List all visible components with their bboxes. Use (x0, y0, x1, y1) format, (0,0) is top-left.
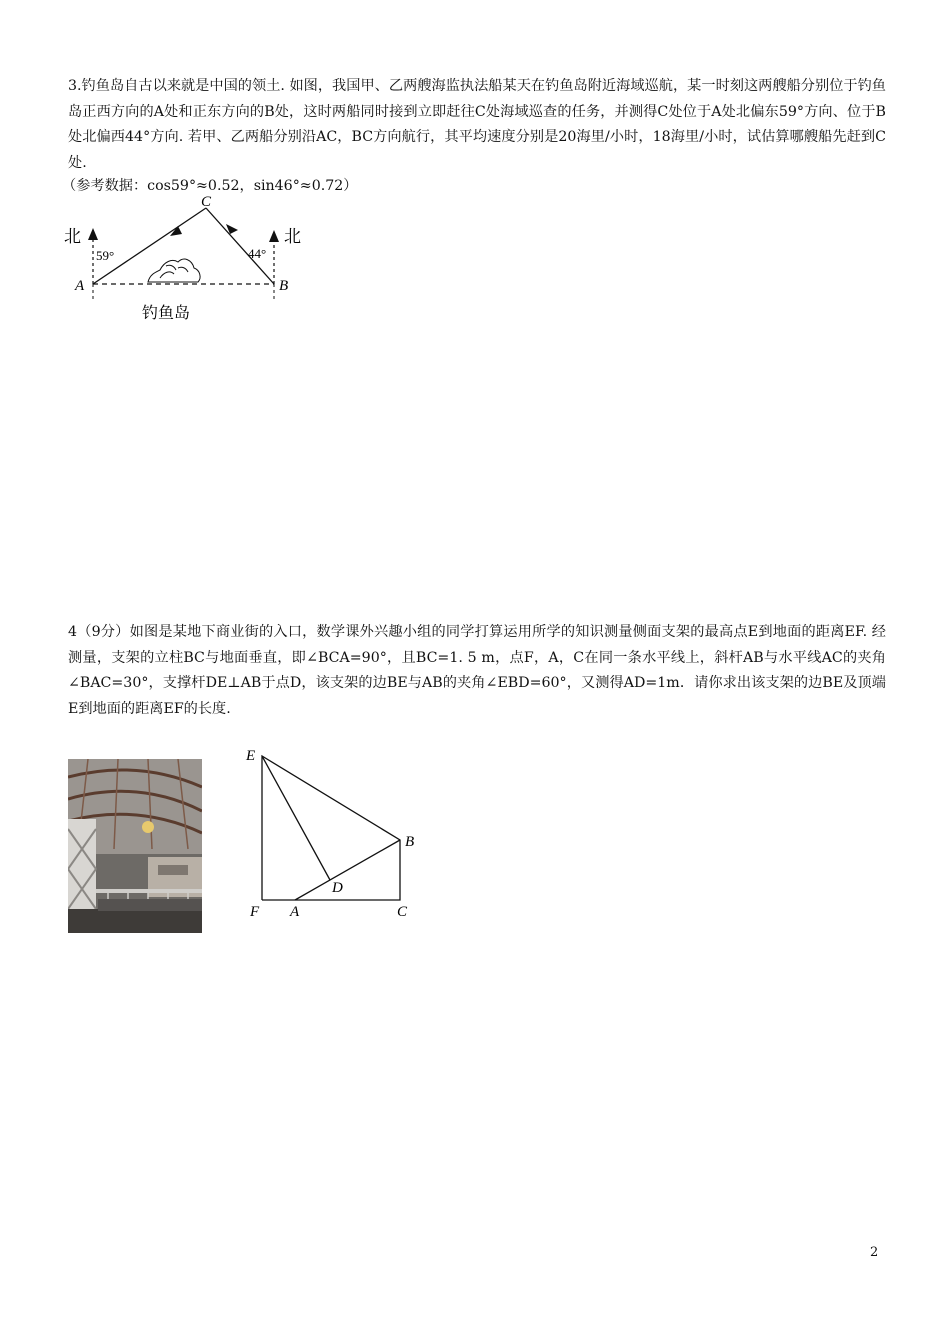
diaoyu-island-figure (60, 194, 320, 329)
point-c-label: C (397, 904, 408, 920)
point-d-label: D (332, 880, 343, 896)
angle-44-label: 44° (248, 246, 267, 261)
north-label-right: 北 (284, 227, 301, 246)
point-f-label: F (250, 904, 260, 920)
reference-data: （参考数据：cos59°≈0.52，sin46°≈0.72） (62, 178, 358, 194)
page-number: 2 (870, 1245, 879, 1260)
support-frame-figure (240, 744, 430, 929)
point-b-label: B (279, 278, 289, 294)
island-label: 钓鱼岛 (142, 305, 191, 322)
entrance-photo (68, 759, 202, 933)
question-4-text: 4（9分）如图是某地下商业街的入口，数学课外兴趣小组的同学打算运用所学的知识测量侧面支架的最高点E到地面的距离EF. 经测量，支架的立柱BC与地面垂直，即∠BCA=90°，且BC=1. 5 m，点F，A，C在同一条水平线上，斜杆AB与水平线AC的夹角∠BAC=30°，支撑杆DE⊥AB于点D，该支架的边BE与AB的夹角∠EBD=60°，又测得AD=1m．请你求出该支架的边BE及顶端E到地面的距离EF的长度. (68, 624, 886, 717)
point-b-label: B (405, 834, 415, 850)
point-a-label: A (290, 904, 300, 920)
angle-59-label: 59° (96, 248, 115, 263)
north-label-left: 北 (64, 227, 81, 246)
point-c-label: C (201, 194, 212, 210)
point-e-label: E (246, 748, 256, 764)
island-icon (148, 259, 200, 282)
question-3-text: 3.钓鱼岛自古以来就是中国的领土. 如图，我国甲、乙两艘海监执法船某天在钓鱼岛附近海域巡航，某一时刻这两艘船分别位于钓鱼岛正西方向的A处和正东方向的B处，这时两船同时接到立即赶往C处海域巡查的任务，并测得C处位于A处北偏东59°方向、位于B处北偏西44°方向. 若甲、乙两船分别沿AC，BC方向航行，其平均速度分别是20海里/小时，18海里/小时，试估算哪艘船先赶到C处. (68, 78, 886, 171)
point-a-label: A (75, 278, 85, 294)
